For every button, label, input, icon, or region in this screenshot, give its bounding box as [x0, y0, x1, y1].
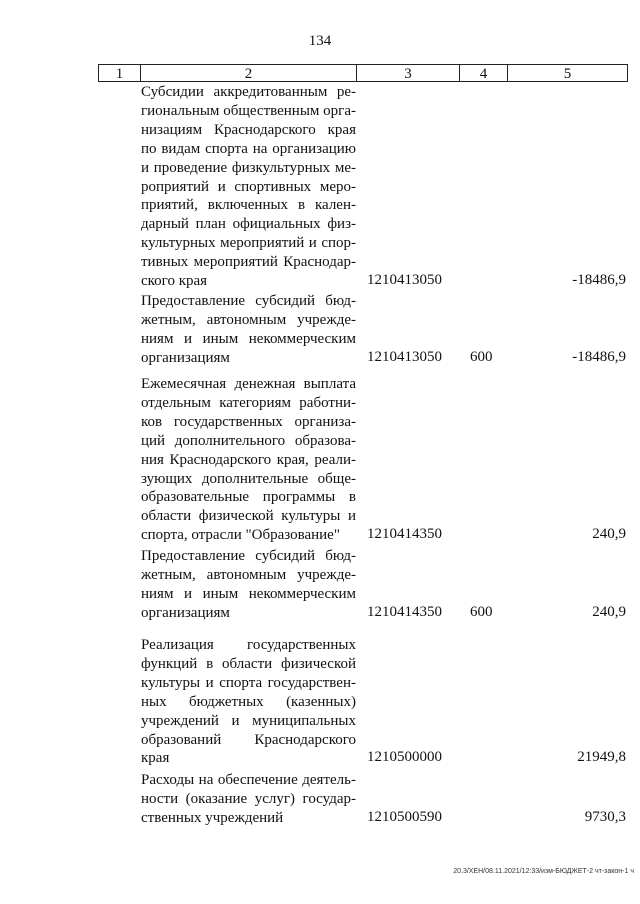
row-amount: -18486,9	[572, 272, 626, 288]
description-line: ниям и иным некоммерческим	[141, 585, 356, 602]
row-amount: -18486,9	[572, 348, 626, 365]
description-line: ности (оказание услуг) государ-	[141, 790, 356, 807]
description-line: жетным, автономным учрежде-	[141, 566, 356, 583]
description-line: Ежемесячная денежная выплата	[141, 376, 356, 392]
description-line: ского края	[141, 273, 208, 290]
row-code: 1210413050	[367, 348, 442, 365]
description-line: отдельным категориям работни-	[141, 394, 356, 411]
column-header-3: 3	[356, 64, 460, 82]
row-description	[141, 83, 356, 291]
description-line: области физической культуры и	[141, 508, 356, 525]
description-line: ков государственных организа-	[141, 413, 356, 430]
description-line: края	[141, 750, 170, 767]
description-line: Субсидии аккредитованным ре-	[141, 84, 356, 100]
description-line: Расходы на обеспечение деятель-	[141, 772, 356, 788]
description-line: спорта, отрасли "Образование"	[141, 527, 340, 544]
description-line: Предоставление субсидий бюд-	[141, 548, 356, 564]
description-line: ных бюджетных (казенных)	[141, 693, 356, 710]
description-line: функций в области физической	[141, 655, 356, 672]
row-code: 1210414350	[367, 603, 442, 620]
description-line: приятий, включенных в кален-	[141, 197, 356, 214]
row-description	[141, 547, 356, 623]
description-line: дарный план официальных физ-	[141, 216, 356, 233]
row-description	[141, 375, 356, 545]
row-code: 1210500590	[367, 808, 442, 825]
row-amount: 240,9	[592, 526, 626, 543]
description-line: жетным, автономным учрежде-	[141, 311, 356, 328]
row-code: 1210414350	[367, 526, 442, 543]
column-header-5: 5	[507, 64, 628, 82]
description-line: по видам спорта на организацию	[141, 140, 356, 157]
column-header-2: 2	[140, 64, 357, 82]
description-line: роприятий и спортивных меро-	[141, 178, 356, 195]
row-code: 1210413050	[367, 272, 442, 288]
document-footer-stamp: 20.3/ХЕН/08.11.2021/12:33/изм-БЮДЖЕТ-2 чт-закон-1 ч	[453, 868, 634, 875]
description-line: Реализация государственных	[141, 637, 356, 653]
description-line: и проведение физкультурных ме-	[141, 159, 356, 176]
row-expense-type: 600	[470, 348, 493, 365]
description-line: культурных мероприятий и спор-	[141, 235, 356, 252]
description-line: ций дополнительного образова-	[141, 432, 356, 449]
description-line: ниям и иным некоммерческим	[141, 330, 356, 347]
description-line: гиональным общественным орга-	[141, 102, 356, 119]
description-line: организациям	[141, 349, 230, 366]
row-expense-type: 600	[470, 603, 493, 620]
description-line: ственных учреждений	[141, 809, 284, 826]
description-line: Предоставление субсидий бюд-	[141, 293, 356, 309]
row-description	[141, 636, 356, 768]
row-code: 1210500000	[367, 749, 442, 766]
description-line: зующих дополнительные обще-	[141, 470, 356, 487]
description-line: образований Краснодарского	[141, 731, 356, 748]
description-line: ния Краснодарского края, реали-	[141, 451, 356, 468]
description-line: образовательные программы в	[141, 489, 356, 506]
description-line: учреждений и муниципальных	[141, 712, 356, 729]
row-amount: 240,9	[592, 603, 626, 620]
description-line: культуры и спорта государствен-	[141, 674, 356, 691]
column-header-4: 4	[459, 64, 508, 82]
description-line: низациям Краснодарского края	[141, 121, 356, 138]
column-header-1: 1	[98, 64, 141, 82]
page-number: 134	[308, 33, 332, 49]
row-amount: 21949,8	[577, 749, 626, 766]
description-line: организациям	[141, 604, 230, 621]
description-line: тивных мероприятий Краснодар-	[141, 254, 356, 271]
row-amount: 9730,3	[584, 808, 626, 825]
row-description	[141, 292, 356, 368]
row-description	[141, 771, 356, 828]
